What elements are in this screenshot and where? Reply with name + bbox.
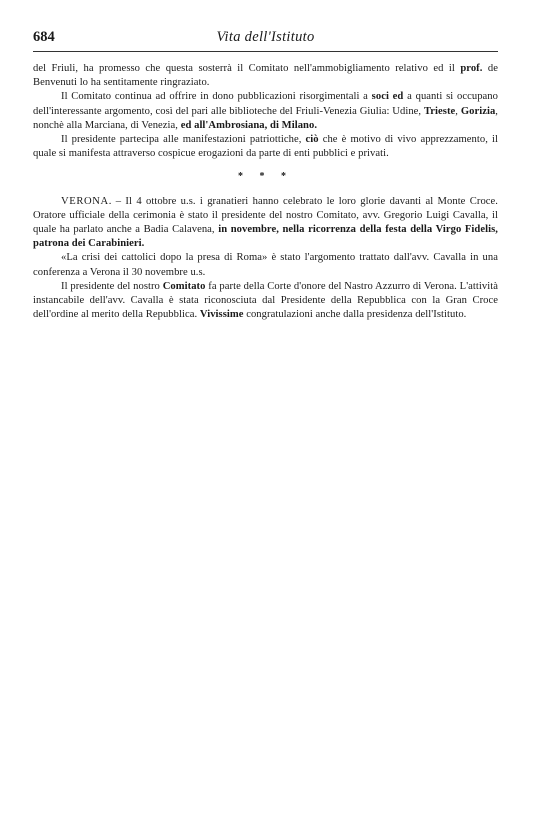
- text-run: de Benvenuti lo ha sentitamente ringraziato.: [33, 63, 498, 89]
- page-number: 684: [33, 29, 55, 45]
- text-run: «La crisi dei cattolici dopo la presa di Roma» è stato l'argomento trattato dall'avv. Cavalla in una conferenza a Verona il 30 novembre u.s.: [33, 252, 498, 278]
- text-run: fa parte della Corte d'onore del Nastro Azzurro di Verona. L'attività instancabile dell'avv. Cavalla è stata riconosciuta dal Presidente della Repubblica con la Gran Croce dell'ordine al merito della Repubblica.: [33, 280, 498, 321]
- paragraph-publications: [33, 90, 498, 133]
- bold-run: ciò: [305, 134, 319, 146]
- running-title: Vita dell'Istituto: [216, 29, 315, 45]
- text-run: congratulazioni anche dalla presidenza dell'Istituto.: [243, 309, 467, 321]
- bold-run: in novembre, nella ricorrenza della festa della Virgo Fidelis, patrona dei Carabinieri.: [33, 224, 498, 250]
- bold-run: Gorizia: [460, 105, 496, 117]
- text-run: a quanti si occupano dell'interessante argomento, così del pari alle biblioteche del Friuli-Venezia Giulia: Udine,: [33, 91, 498, 117]
- paragraph-verona: [33, 195, 498, 252]
- bold-run: ed all'Ambrosiana, di Milano.: [180, 119, 318, 131]
- text-run: Il presidente del nostro: [61, 280, 163, 292]
- bold-run: Vivissime: [199, 309, 244, 321]
- bold-run: soci ed: [371, 91, 404, 103]
- page-header: [33, 27, 498, 52]
- section-separator: * * *: [238, 171, 293, 183]
- paragraph-president-manifestations: [33, 133, 498, 161]
- text-run: che è motivo di vivo apprezzamento, il quale si manifesta attraverso cospicue erogazioni da parte di enti pubblici e privati.: [33, 134, 498, 160]
- paragraph-nastro-azzurro: [33, 280, 498, 323]
- text-run: del Friuli, ha promesso che questa sosterrà il Comitato nell'ammobigliamento relativo ed il: [33, 63, 461, 74]
- text-run: ,: [455, 105, 461, 117]
- bold-run: Trieste: [423, 105, 456, 117]
- text-run: Il Comitato continua ad offrire in dono pubblicazioni risorgimentali a: [61, 91, 372, 103]
- paragraph-friuli-continuation: [33, 62, 498, 90]
- body-text: [33, 62, 498, 322]
- bold-run: prof.: [460, 63, 483, 74]
- bold-run: Comitato: [162, 280, 206, 292]
- paragraph-conference: [33, 251, 498, 279]
- text-run: Il presidente partecipa alle manifestazioni patriottiche,: [61, 134, 306, 146]
- text-run: . – Il 4 ottobre u.s. i granatieri hanno celebrato le loro glorie davanti al Monte Croce. Oratore ufficiale della cerimonia è stato il presidente del nostro Comitato, avv. Gregorio Luigi Cavalla, il quale ha parlato anche a Badia Calavena,: [33, 195, 498, 236]
- text-run: , nonchè alla Marciana, di Venezia,: [33, 105, 498, 131]
- city-name: VERONA: [61, 195, 109, 207]
